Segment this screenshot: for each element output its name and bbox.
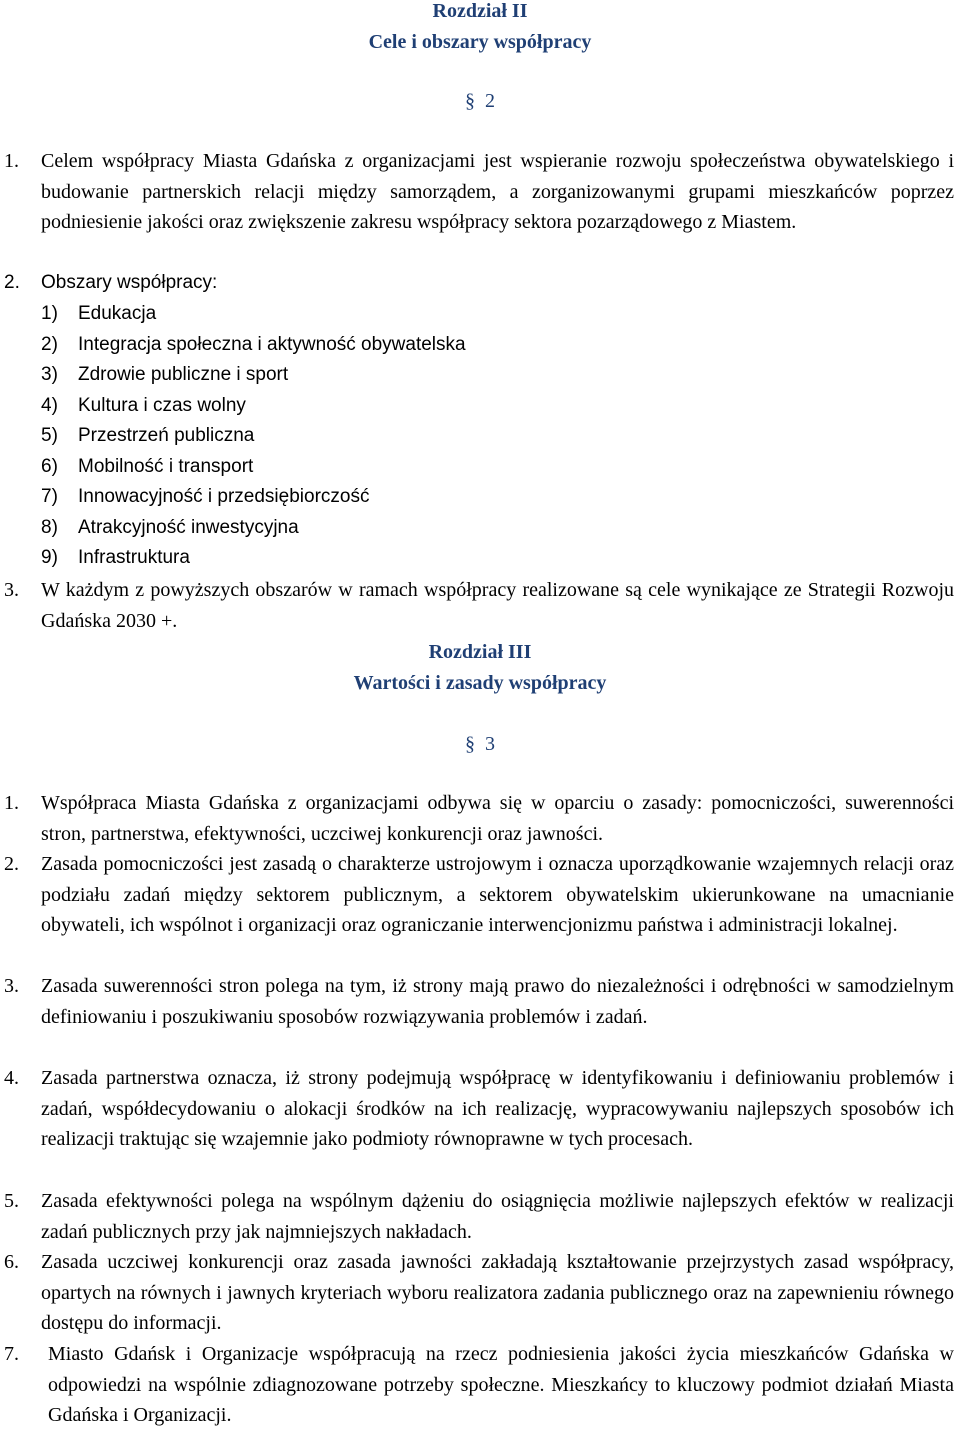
item-text: Obszary współpracy: — [41, 272, 218, 293]
chapter-2-subtitle: Cele i obszary współpracy — [368, 31, 592, 53]
item-number: 2. — [4, 272, 20, 293]
paragraph-2-mark — [0, 86, 960, 116]
item-text: Miasto Gdańsk i Organizacje współpracują na rzecz podniesienia jakości życia mieszkańców Gdańska w odpowiedzi na wspólnie zdiagnozowane potrzeby społeczne. Mieszkańcy to kluczowy podmiot działań Miasta Gdańska i Organizacji. — [48, 1343, 954, 1427]
chapter-3-title: Rozdział III — [428, 641, 532, 663]
list-item: 1) Edukacja — [41, 303, 157, 324]
item-text: Współpraca Miasta Gdańska z organizacjami odbywa się w oparciu o zasady: pomocniczości, suwerenności stron, partnerstwa, efektywności, uczciwej konkurencji oraz jawności. — [41, 792, 954, 845]
item-number: 5. — [4, 1190, 19, 1212]
item-text: Celem współpracy Miasta Gdańska z organizacjami jest wspieranie rozwoju społeczeństwa obywatelskiego i budowanie partnerskich relacji między samorządem, a zorganizowanymi grupami mieszkańców poprzez podniesienie jakości oraz zwiększenie zakresu współpracy sektora pozarządowego z Miastem. — [41, 150, 954, 234]
item-text: Zasada efektywności polega na wspólnym dążeniu do osiągnięcia możliwie najlepszych efektów w realizacji zadań publicznych przy jak najmniejszych nakładach. — [41, 1190, 954, 1243]
list-item: 8) Atrakcyjność inwestycyjna — [41, 516, 299, 538]
paragraph-number: 3 — [485, 733, 495, 755]
item-number: 3. — [4, 975, 19, 997]
item-number: 1. — [4, 150, 19, 172]
item-text: Zasada pomocniczości jest zasadą o charakterze ustrojowym i oznacza uporządkowanie wzajemnych relacji oraz podziału zadań między sektorem publicznym, a sektorem obywatelskim ukierunkowane na umacnianie obywateli, ich wspólnot i organizacji oraz ograniczanie interwencjonizmu państwa i administracji lokalnej. — [41, 853, 954, 937]
item-number: 2. — [4, 853, 19, 875]
list-item: 7) Innowacyjność i przedsiębiorczość — [41, 486, 370, 507]
list-item: 5) Przestrzeń publiczna — [41, 425, 255, 446]
paragraph-sign: § — [465, 733, 475, 755]
item-text: Zasada uczciwej konkurencji oraz zasada jawności zakładają kształtowanie przejrzystych zasad współpracy, opartych na równych i jawnych kryteriach wyboru realizatora zadania publicznego oraz na zapewnieniu równego dostępu do informacji. — [41, 1251, 954, 1335]
paragraph-sign: § — [465, 90, 475, 112]
item-number: 4. — [4, 1067, 19, 1089]
item-number: 7. — [4, 1343, 19, 1365]
chapter-2-title: Rozdział II — [432, 0, 528, 22]
paragraph-number: 2 — [485, 90, 495, 112]
list-item: 6) Mobilność i transport — [41, 455, 254, 477]
item-text: W każdym z powyższych obszarów w ramach współpracy realizowane są cele wynikające ze Strategii Rozwoju Gdańska 2030 +. — [41, 579, 954, 632]
item-number: 3. — [4, 579, 19, 601]
list-item: 9) Infrastruktura — [41, 547, 190, 568]
item-number: 1. — [4, 792, 19, 814]
chapter-3-subtitle: Wartości i zasady współpracy — [353, 672, 607, 694]
list-item: 3) Zdrowie publiczne i sport — [41, 364, 289, 385]
areas-list — [41, 299, 466, 574]
item-number: 6. — [4, 1251, 19, 1273]
paragraph-3-mark — [0, 729, 960, 759]
item-text: Zasada partnerstwa oznacza, iż strony podejmują współpracę w identyfikowaniu i definiowaniu problemów i zadań, współdecydowaniu o alokacji środków na ich realizację, wypracowywaniu najlepszych sposobów ich realizacji traktując się wzajemnie jako podmioty równoprawne w tych procesach. — [41, 1067, 954, 1151]
item-text: Zasada suwerenności stron polega na tym, iż strony mają prawo do niezależności i odrębności w samodzielnym definiowaniu i poszukiwaniu sposobów rozwiązywania problemów i zadań. — [41, 975, 954, 1028]
list-item: 2) Integracja społeczna i aktywność obywatelska — [41, 333, 466, 355]
list-item: 4) Kultura i czas wolny — [41, 394, 246, 416]
